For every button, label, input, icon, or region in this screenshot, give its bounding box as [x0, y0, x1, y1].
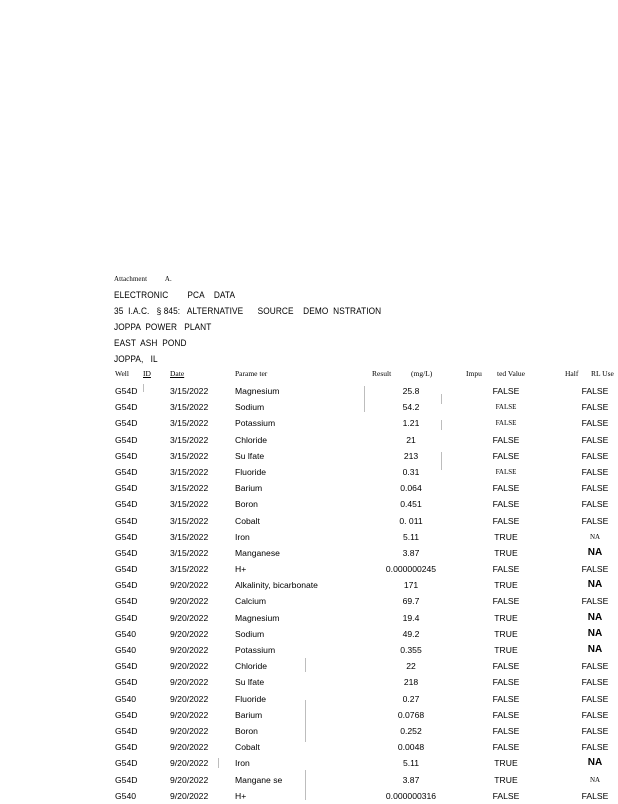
- cell-parameter: Boron: [235, 499, 258, 510]
- cell-half-rl: FALSE: [581, 742, 609, 753]
- cell-half-rl: FALSE: [581, 466, 609, 477]
- cell-parameter: Fluoride: [235, 693, 267, 704]
- cell-well: G54D: [115, 742, 138, 753]
- cell-imputed: FALSE: [492, 661, 520, 672]
- cell-parameter: Magnesium: [235, 612, 280, 623]
- table-row: [0, 707, 618, 723]
- cell-well: G54D: [115, 596, 138, 607]
- cell-well: G54D: [115, 580, 138, 591]
- cell-date: 9/20/2022: [170, 661, 209, 672]
- table-row: [0, 480, 618, 496]
- cell-well: G54D: [115, 386, 138, 396]
- col-id: ID: [143, 369, 151, 378]
- cell-date: 3/15/2022: [170, 483, 209, 494]
- cell-result: 0.0768: [397, 709, 425, 720]
- table-row: [0, 723, 618, 739]
- cell-parameter: Chloride: [235, 661, 268, 672]
- cell-well: G54D: [115, 434, 138, 445]
- cell-date: 9/20/2022: [170, 758, 209, 769]
- cell-well: G54D: [115, 564, 138, 575]
- cell-date: 3/15/2022: [170, 564, 209, 575]
- cell-well: G54D: [115, 402, 138, 413]
- cell-well: G54D: [115, 758, 138, 769]
- cell-date: 9/20/2022: [170, 596, 209, 607]
- cell-well: G54D: [115, 725, 138, 736]
- cell-well: G54D: [115, 499, 138, 510]
- scan-artifact: [305, 658, 306, 672]
- table-row: [0, 577, 618, 593]
- cell-well: G540: [115, 628, 137, 639]
- cell-result: 5.11: [402, 531, 420, 542]
- cell-result: 0.31: [402, 466, 420, 477]
- cell-half-rl: FALSE: [581, 450, 609, 461]
- plant-name: JOPPA POWER PLANT: [114, 322, 212, 332]
- col-parameter: Parame ter: [235, 369, 268, 378]
- table-row: [0, 772, 618, 788]
- scan-artifact: [305, 700, 306, 742]
- cell-well: G540: [115, 693, 137, 704]
- table-row: [0, 432, 618, 448]
- cell-parameter: Barium: [235, 483, 263, 494]
- cell-result: 0.000000245: [385, 564, 437, 575]
- table-row: [0, 626, 618, 642]
- cell-result: 0.000000316: [385, 790, 437, 801]
- table-row: [0, 642, 618, 658]
- cell-parameter: Manganese: [235, 547, 280, 558]
- cell-result: 213: [403, 450, 419, 461]
- cell-half-rl: NA: [587, 757, 603, 769]
- cell-date: 9/20/2022: [170, 580, 209, 591]
- cell-result: 54.2: [402, 402, 420, 413]
- cell-date: 9/20/2022: [170, 612, 209, 623]
- cell-result: 171: [403, 580, 419, 591]
- cell-parameter: Potassium: [235, 645, 276, 655]
- cell-result: 0.451: [400, 499, 422, 510]
- table-row: [0, 383, 618, 399]
- cell-well: G54D: [115, 450, 138, 461]
- cell-imputed: FALSE: [495, 419, 517, 428]
- cell-date: 3/15/2022: [170, 450, 209, 461]
- cell-parameter: Cobalt: [235, 742, 260, 753]
- cell-half-rl: FALSE: [581, 434, 609, 445]
- cell-result: 21: [406, 434, 416, 445]
- scan-artifact: [143, 384, 144, 392]
- cell-imputed: TRUE: [494, 774, 518, 785]
- cell-half-rl: NA: [587, 611, 603, 623]
- cell-date: 3/15/2022: [170, 515, 209, 526]
- cell-parameter: Alkalinity, bicarbonate: [235, 580, 318, 591]
- cell-imputed: FALSE: [492, 515, 520, 526]
- cell-half-rl: FALSE: [581, 418, 609, 429]
- cell-half-rl: FALSE: [581, 596, 609, 607]
- cell-imputed: TRUE: [494, 531, 518, 542]
- cell-well: G54D: [115, 612, 138, 623]
- cell-date: 9/20/2022: [170, 790, 209, 801]
- cell-parameter: Boron: [235, 725, 258, 736]
- cell-imputed: FALSE: [492, 564, 520, 575]
- cell-date: 3/15/2022: [170, 434, 209, 445]
- table-row: [0, 529, 618, 545]
- cell-half-rl: NA: [587, 579, 603, 591]
- cell-well: G54D: [115, 483, 138, 494]
- table-row: [0, 788, 618, 804]
- cell-result: 0. 011: [399, 515, 423, 526]
- cell-date: 9/20/2022: [170, 677, 209, 688]
- table-row: [0, 513, 618, 529]
- cell-result: 19.4: [402, 612, 420, 623]
- cell-parameter: Sodium: [235, 402, 265, 413]
- cell-result: 22: [406, 661, 416, 672]
- attachment-label: Attachment A.: [114, 274, 172, 283]
- cell-result: 49.2: [402, 628, 420, 639]
- table-row: [0, 755, 618, 771]
- cell-imputed: TRUE: [494, 580, 518, 591]
- scan-artifact: [218, 758, 219, 768]
- table-row: [0, 399, 618, 415]
- cell-date: 3/15/2022: [170, 531, 209, 542]
- cell-well: G54D: [115, 774, 138, 785]
- cell-imputed: FALSE: [492, 677, 520, 688]
- cell-well: G54D: [115, 709, 138, 720]
- cell-parameter: Sodium: [235, 628, 265, 639]
- cell-imputed: FALSE: [492, 742, 520, 753]
- cell-parameter: Su lfate: [235, 450, 265, 461]
- cell-result: 0.252: [400, 725, 422, 736]
- cell-imputed: FALSE: [492, 434, 520, 445]
- cell-parameter: H+: [235, 790, 247, 801]
- table-row: [0, 448, 618, 464]
- cell-date: 3/15/2022: [170, 499, 209, 510]
- col-date: Date: [170, 369, 185, 378]
- cell-well: G54D: [115, 515, 138, 526]
- scan-artifact: [364, 386, 365, 412]
- cell-parameter: Barium: [235, 709, 263, 720]
- cell-imputed: TRUE: [494, 758, 518, 769]
- cell-imputed: FALSE: [495, 403, 517, 412]
- cell-result: 0.0048: [397, 742, 425, 753]
- cell-imputed: FALSE: [492, 725, 520, 736]
- cell-half-rl: FALSE: [581, 499, 609, 510]
- cell-parameter: Calcium: [235, 596, 267, 607]
- col-half-a: Half: [565, 369, 579, 378]
- cell-date: 9/20/2022: [170, 709, 209, 720]
- table-row: [0, 561, 618, 577]
- cell-imputed: TRUE: [494, 547, 518, 558]
- cell-parameter: Fluoride: [235, 466, 267, 477]
- cell-result: 0.27: [402, 693, 420, 704]
- cell-well: G540: [115, 790, 137, 801]
- scan-artifact: [441, 420, 442, 430]
- table-row: [0, 739, 618, 755]
- cell-imputed: FALSE: [492, 709, 520, 720]
- cell-parameter: Potassium: [235, 418, 276, 429]
- cell-half-rl: NA: [587, 546, 603, 558]
- cell-date: 9/20/2022: [170, 774, 209, 785]
- cell-result: 0.355: [400, 645, 422, 655]
- cell-well: G54D: [115, 661, 138, 672]
- cell-imputed: TRUE: [494, 612, 518, 623]
- scan-artifact: [441, 452, 442, 470]
- cell-date: 3/15/2022: [170, 418, 209, 429]
- cell-half-rl: FALSE: [581, 725, 609, 736]
- cell-well: G540: [115, 645, 137, 655]
- col-imputed-b: ted Value: [497, 369, 525, 378]
- document-header: [114, 271, 594, 367]
- cell-well: G54D: [115, 677, 138, 688]
- cell-imputed: FALSE: [492, 386, 520, 396]
- cell-result: 3.87: [402, 547, 420, 558]
- cell-imputed: FALSE: [492, 450, 520, 461]
- cell-half-rl: NA: [587, 644, 603, 655]
- cell-result: 218: [403, 677, 419, 688]
- col-half-b: RL Use: [591, 369, 614, 378]
- cell-date: 9/20/2022: [170, 628, 209, 639]
- cell-well: G54D: [115, 547, 138, 558]
- cell-half-rl: FALSE: [581, 483, 609, 494]
- cell-imputed: FALSE: [492, 596, 520, 607]
- cell-imputed: FALSE: [492, 499, 520, 510]
- cell-half-rl: NA: [587, 627, 603, 639]
- cell-date: 9/20/2022: [170, 742, 209, 753]
- cell-half-rl: FALSE: [581, 386, 609, 396]
- cell-date: 3/15/2022: [170, 547, 209, 558]
- col-well: Well: [115, 369, 129, 378]
- location: JOPPA, IL: [114, 354, 158, 364]
- col-imputed-a: Impu: [466, 369, 482, 378]
- cell-half-rl: FALSE: [581, 402, 609, 413]
- cell-result: 3.87: [402, 774, 420, 785]
- cell-parameter: Mangane se: [235, 774, 283, 785]
- cell-half-rl: FALSE: [581, 693, 609, 704]
- cell-result: 0.064: [400, 483, 422, 494]
- table-row: [0, 610, 618, 626]
- scan-artifact: [441, 394, 442, 404]
- col-result: Result: [372, 369, 392, 378]
- cell-half-rl: NA: [589, 775, 601, 784]
- cell-result: 69.7: [402, 596, 420, 607]
- cell-half-rl: FALSE: [581, 515, 609, 526]
- table-row: [0, 496, 618, 512]
- pond-name: EAST ASH POND: [114, 338, 187, 348]
- cell-parameter: H+: [235, 564, 247, 575]
- regulation-line: 35 I.A.C. § 845: ALTERNATIVE SOURCE DEMO NSTRATION: [114, 306, 382, 316]
- cell-well: G54D: [115, 531, 138, 542]
- cell-imputed: FALSE: [492, 483, 520, 494]
- cell-parameter: Su lfate: [235, 677, 265, 688]
- table-row: [0, 593, 618, 609]
- cell-date: 3/15/2022: [170, 466, 209, 477]
- cell-result: 1.21: [402, 418, 420, 429]
- table-row: [0, 464, 618, 480]
- table-row: [0, 658, 618, 674]
- cell-half-rl: FALSE: [581, 709, 609, 720]
- data-table-body: [0, 383, 618, 804]
- cell-parameter: Iron: [235, 758, 250, 769]
- table-row: [0, 415, 618, 431]
- table-row: [0, 674, 618, 690]
- cell-imputed: TRUE: [494, 628, 518, 639]
- table-header: [0, 369, 618, 383]
- cell-imputed: FALSE: [495, 467, 517, 476]
- cell-parameter: Chloride: [235, 434, 268, 445]
- cell-parameter: Cobalt: [235, 515, 260, 526]
- cell-well: G54D: [115, 418, 138, 429]
- cell-date: 3/15/2022: [170, 402, 209, 413]
- table-row: [0, 545, 618, 561]
- document-title: ELECTRONIC PCA DATA: [114, 290, 236, 300]
- cell-half-rl: FALSE: [581, 790, 609, 801]
- cell-result: 25.8: [402, 386, 420, 396]
- cell-half-rl: FALSE: [581, 661, 609, 672]
- cell-half-rl: FALSE: [581, 677, 609, 688]
- cell-imputed: FALSE: [492, 693, 520, 704]
- cell-parameter: Iron: [235, 531, 250, 542]
- cell-imputed: FALSE: [492, 790, 520, 801]
- cell-date: 9/20/2022: [170, 645, 209, 655]
- scan-artifact: [305, 770, 306, 800]
- cell-half-rl: FALSE: [581, 564, 609, 575]
- table-row: [0, 691, 618, 707]
- cell-date: 9/20/2022: [170, 725, 209, 736]
- cell-result: 5.11: [402, 758, 420, 769]
- cell-half-rl: NA: [589, 532, 601, 541]
- cell-imputed: TRUE: [494, 645, 518, 655]
- col-units: (mg/L): [411, 369, 433, 378]
- cell-well: G54D: [115, 466, 138, 477]
- cell-date: 9/20/2022: [170, 693, 209, 704]
- cell-date: 3/15/2022: [170, 386, 209, 396]
- cell-parameter: Magnesium: [235, 386, 280, 396]
